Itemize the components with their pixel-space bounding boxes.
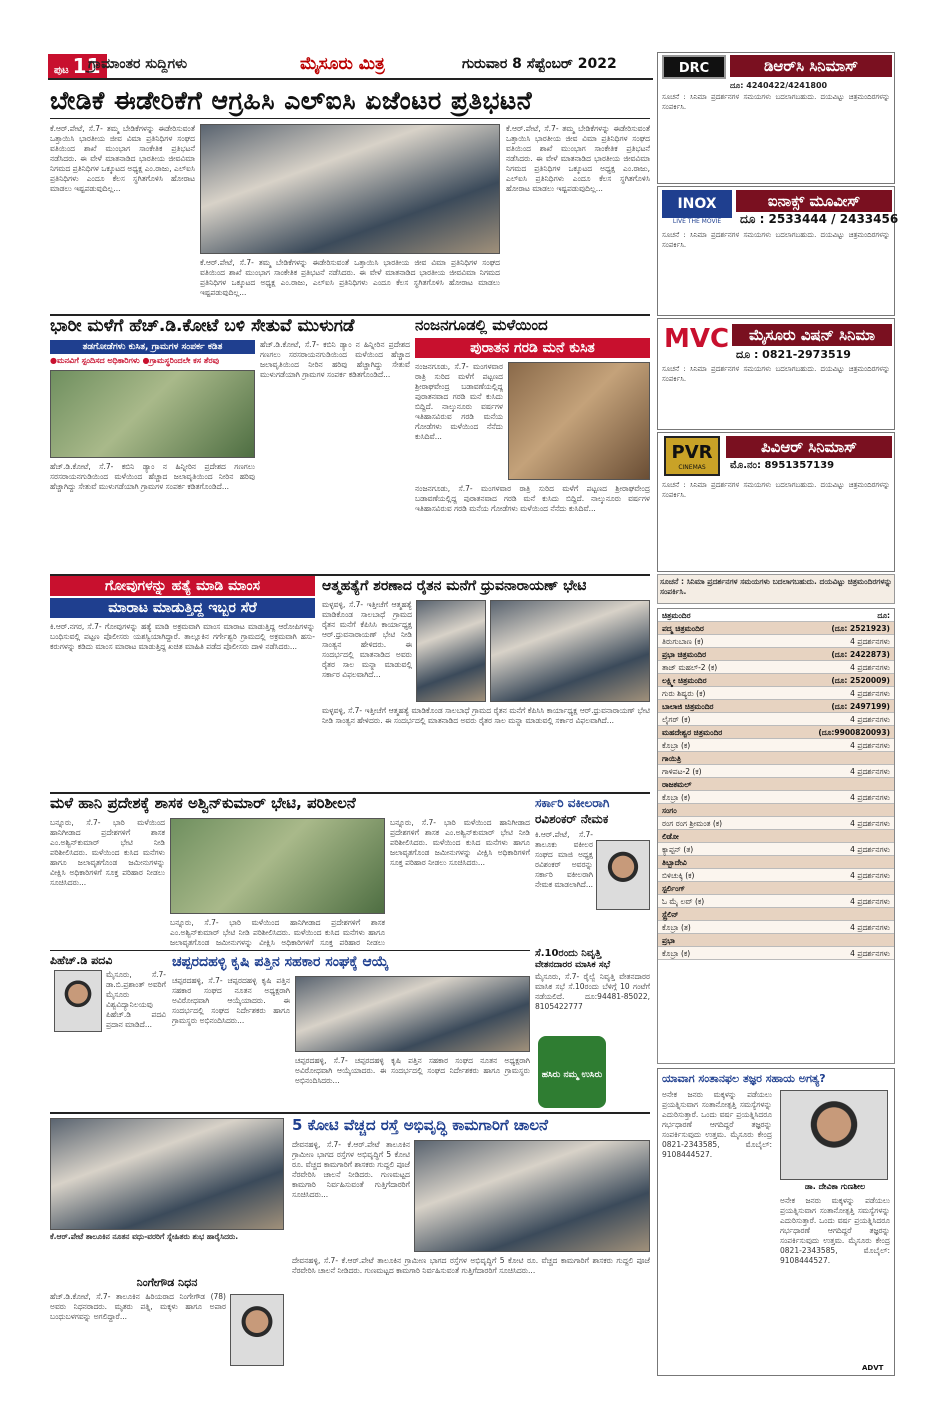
theatre-film-row bbox=[658, 817, 894, 830]
theatre-film: ಗುರು ಶಿಷ್ಯರು (ಕ) bbox=[662, 689, 706, 698]
theatre-phone: (ದೂ:9900820093) bbox=[818, 728, 890, 737]
theatre-phone: (ದೂ: 2497199) bbox=[831, 702, 890, 711]
theatre-film: ಕೊಬ್ರಾ (ಕ) bbox=[662, 741, 691, 750]
lawyer-headline: ಸರ್ಕಾರಿ ವಕೀಲರಾಗಿ bbox=[535, 796, 610, 810]
theatre-film-row bbox=[658, 791, 894, 804]
ivf-doctor-name: ಡಾ. ದೇವಿಕಾ ಗುಣಶೀಲ bbox=[804, 1182, 866, 1191]
mvc-phone: ದೂ : 0821-2973519 bbox=[736, 348, 851, 361]
obit-body: ಹೆಚ್.ಡಿ.ಕೋಟೆ, ಸೆ.7- ತಾಲೂಕಿನ ಹಿರಿಯರಾದ ನಿಂಗೇಗೌಡ (78) ಅವರು ನಿಧನರಾದರು. ಮೃತರು ಪತ್ನಿ, ಮಕ್ಕಳು ಹಾಗೂ ಅಪಾರ ಬಂಧುಬಳಗವನ್ನು ಅಗಲಿದ್ದಾರೆ... bbox=[50, 1292, 226, 1321]
pvr-name: ಪಿವಿಆರ್ ಸಿನಿಮಾಸ್ bbox=[726, 436, 892, 458]
ivf-body-a: ಅನೇಕ ಜನರು ಮಕ್ಕಳನ್ನು ಪಡೆಯಲು ಪ್ರಯತ್ನಿಸುವಾಗ ಸಂತಾನೋತ್ಪತ್ತಿ ಸಮಸ್ಯೆಗಳನ್ನು ಎದುರಿಸುತ್ತಾರೆ. ಒಂದು ವರ್ಷ ಪ್ರಯತ್ನಿಸಿದರೂ ಗರ್ಭಧಾರಣೆ ಆಗದಿದ್ದರೆ ತಜ್ಞರನ್ನು ಸಂಪರ್ಕಿಸುವುದು ಉತ್ತಮ. ಮೈಸೂರು ಕೇಂದ್ರ 0821-2343585, ಮೊಬೈಲ್: 9108444527. bbox=[662, 1090, 772, 1159]
theatre-name: ಸ್ಟರ್ಲಿಂಗ್ bbox=[662, 884, 685, 893]
theatre-name: ಪದ್ಮ ಚಿತ್ರಮಂದಿರ bbox=[662, 624, 704, 633]
lead-body-col1: ಕೆ.ಆರ್.ಪೇಟೆ, ಸೆ.7- ತಮ್ಮ ಬೇಡಿಕೆಗಳನ್ನು ಈಡೇರಿಸುವಂತೆ ಒತ್ತಾಯಿಸಿ ಭಾರತೀಯ ಜೀವ ವಿಮಾ ಪ್ರತಿನಿಧಿಗಳ ಸಂಘದ ವತಿಯಿಂದ ಶಾಖೆ ಮುಂಭಾಗ ಸಾಂಕೇತಿಕ ಪ್ರತಿಭಟನೆ ನಡೆಸಿದರು. ಈ ವೇಳೆ ಮಾತನಾಡಿದ ಭಾರತೀಯ ಜೀವವಿಮಾ ನಿಗಮದ ಪ್ರತಿನಿಧಿಗಳ ಒಕ್ಕೂಟದ ಅಧ್ಯಕ್ಷ ಎಂ.ರಾಜು, ಎಲ್‌ಐಸಿ ಪ್ರತಿನಿಧಿಗಳು ಎಂದೂ ಕೆಲಸ ಸ್ಥಗಿತಗೊಳಿಸಿ ಹೋರಾಟ ಮಾಡಲು ಇಷ್ಟಪಡುವುದಿಲ್ಲ... bbox=[50, 124, 195, 193]
masthead: ಮೈಸೂರು ಮಿತ್ರ bbox=[300, 54, 385, 74]
theatre-name-row bbox=[658, 908, 894, 921]
theatre-phone: (ದೂ: 2520009) bbox=[831, 676, 890, 685]
page-number-badge: ಪುಟ 11 bbox=[48, 54, 107, 78]
mla-headline: ಮಳೆ ಹಾನಿ ಪ್ರದೇಶಕ್ಕೆ ಶಾಸಕ ಅಶ್ವಿನ್‌ಕುಮಾರ್ ಭೇಟಿ, ಪರಿಶೀಲನೆ bbox=[50, 794, 356, 812]
theatre-name: ಪ್ರಭಾ ಚಿತ್ರಮಂದಿರ bbox=[662, 650, 707, 659]
theatre-name: ಬಾಲಾಜಿ ಚಿತ್ರಮಂದಿರ bbox=[662, 702, 714, 711]
beef-headline: ಗೋವುಗಳನ್ನು ಹತ್ಯೆ ಮಾಡಿ ಮಾಂಸ bbox=[50, 576, 315, 596]
theatre-film: ಕೊಬ್ರಾ (ತ) bbox=[662, 923, 691, 932]
theatre-name-row bbox=[658, 778, 894, 791]
inox-name: ಐನಾಕ್ಸ್ ಮೂವೀಸ್ bbox=[736, 190, 892, 212]
rain-photo bbox=[50, 370, 255, 458]
farmer-body-b: ಮಳ್ಳವಳ್ಳಿ, ಸೆ.7- ಇತ್ತೀಚೆಗೆ ಆತ್ಮಹತ್ಯೆ ಮಾಡಿಕೊಂಡ ಸಾಲಬಾಧೆ ಗ್ರಾಮದ ರೈತನ ಮನೆಗೆ ಕೆಪಿಸಿಸಿ ಕಾರ್ಯಾಧ್ಯಕ್ಷ ಆರ್.ಧ್ರುವನಾರಾಯಣ್ ಭೇಟಿ ನೀಡಿ ಸಾಂತ್ವನ ಹೇಳಿದರು. ಈ ಸಂದರ್ಭದಲ್ಲಿ ಮಾತನಾಡಿದ ಅವರು ರೈತರ ಸಾಲ ಮನ್ನಾ ಮಾಡುವಲ್ಲಿ ಸರ್ಕಾರ ವಿಫಲವಾಗಿದೆ... bbox=[322, 706, 650, 725]
theatre-film: ತಾಜ್ ಮಹಲ್-2 (ಕ) bbox=[662, 663, 718, 672]
nanjangud-body-a: ನಂಜನಗೂಡು, ಸೆ.7- ಮಂಗಳವಾರ ರಾತ್ರಿ ಸುರಿದ ಮಳೆಗೆ ಪಟ್ಟಣದ ಶ್ರೀರಾಘವೇಂದ್ರ ಬಡಾವಣೆಯಲ್ಲಿದ್ದ ಪುರಾತನವಾದ ಗರಡಿ ಮನೆ ಕುಸಿದು ಬಿದ್ದಿದೆ. ನಾಲ್ಕುನೂರು ವರ್ಷಗಳ ಇತಿಹಾಸವಿರುವ ಗರಡಿ ಮನೆಯ ಗೋಡೆಗಳು ಮಳೆಯಿಂದ ನೆನೆದು ಕುಸಿದಿವೆ... bbox=[415, 362, 503, 441]
theatre-film: ಕೊಬ್ರಾ (ಕ) bbox=[662, 949, 691, 958]
pvr-listings: ಸೂಚನೆ : ಸಿನಿಮಾ ಪ್ರದರ್ಶನಗಳ ಸಮಯಗಳು ಬದಲಾಗಬಹುದು. ದಯವಿಟ್ಟು ಚಿತ್ರಮಂದಿರಗಳನ್ನು ಸಂಪರ್ಕಿಸಿ. bbox=[662, 481, 890, 499]
road-headline: 5 ಕೋಟಿ ವೆಚ್ಚದ ರಸ್ತೆ ಅಭಿವೃದ್ಧಿ ಕಾಮಗಾರಿಗೆ ಚಾಲನೆ bbox=[292, 1116, 549, 1134]
lead-headline: ಬೇಡಿಕೆ ಈಡೇರಿಕೆಗೆ ಆಗ್ರಹಿಸಿ ಎಲ್‌ಐಸಿ ಏಜೆಂಟರ ಪ್ರತಿಭಟನೆ bbox=[50, 86, 533, 115]
cinema-note: ಸೂಚನೆ : ಸಿನಿಮಾ ಪ್ರದರ್ಶನಗಳ ಸಮಯಗಳು ಬದಲಾಗಬಹುದು. ದಯವಿಟ್ಟು ಚಿತ್ರಮಂದಿರಗಳನ್ನು ಸಂಪರ್ಕಿಸಿ. bbox=[657, 574, 895, 604]
theatre-name: ಸಂಗಂ bbox=[662, 806, 677, 815]
retire-body: ಮೈಸೂರು, ಸೆ.7- ರೈಲ್ವೆ ನಿವೃತ್ತಿ ವೇತನದಾರರ ಮಾಸಿಕ ಸಭೆ ಸೆ.10ರಂದು ಬೆಳಿಗ್ಗೆ 10 ಗಂಟೆಗೆ ನಡೆಯಲಿದೆ. ದೂ:94481-85022, 8105422777 bbox=[535, 972, 650, 1011]
lawyer-portrait bbox=[596, 840, 650, 910]
theatre-film-row bbox=[658, 687, 894, 700]
coop-photo bbox=[295, 976, 530, 1052]
phd-portrait bbox=[54, 970, 102, 1032]
theatre-name-row bbox=[658, 622, 894, 635]
rain-body-a: ಹೆಚ್.ಡಿ.ಕೋಟೆ, ಸೆ.7- ಕಬಿನಿ ಡ್ಯಾಂ ನ ಹಿನ್ನೀರಿನ ಪ್ರದೇಶದ ಗಣಗಲು ಸರಸರಾಯನಗುಡಿಯಿಂದ ಮಳೆಯಿಂದ ಹೆಚ್ಚಾದ ಜಲಾವೃತಿಯಿಂದ ನೀರಿನ ಹರಿವು ಹೆಚ್ಚಾಗಿದ್ದು ಸೇತುವೆ ಮುಳುಗಡೆಯಾಗಿ ಗ್ರಾಮಗಳ ಸಂಪರ್ಕ ಕಡಿತಗೊಂಡಿದೆ... bbox=[50, 462, 255, 491]
drc-phone: ದೂ: 4240422/4241800 bbox=[730, 81, 828, 90]
theatre-shows: 4 ಪ್ರದರ್ಶನಗಳು bbox=[850, 897, 890, 906]
inox-logo: INOX bbox=[662, 190, 732, 218]
mla-photo bbox=[170, 818, 385, 914]
retire-headline: ಸೆ.10ರಂದು ನಿವೃತ್ತಿ bbox=[535, 948, 602, 959]
nanjangud-headline: ನಂಜನಗೂಡಲ್ಲಿ ಮಳೆಯಿಂದ bbox=[415, 316, 548, 334]
ivf-doctor-photo bbox=[780, 1090, 888, 1180]
beef-body: ಕಿ.ಆರ್.ನಗರ, ಸೆ.7- ಗೋವುಗಳನ್ನು ಹತ್ಯೆ ಮಾಡಿ ಅಕ್ರಮವಾಗಿ ಮಾಂಸ ಮಾರಾಟ ಮಾಡುತ್ತಿದ್ದ ಆರೋಪಿಗಳನ್ನು ಬಂಧಿಸುವಲ್ಲಿ ಪಟ್ಟಣ ಪೊಲೀಸರು ಯಶಸ್ವಿಯಾಗಿದ್ದಾರೆ. ತಾಲ್ಲೂಕಿನ ಗರ್ಗೇಶ್ವರಿ ಗ್ರಾಮದಲ್ಲಿ ಅಕ್ರಮವಾಗಿ ಹಸು-ಕರುಗಳನ್ನು ಕಡಿದು ಮಾಂಸ ಮಾರಾಟ ಮಾಡುತ್ತಿದ್ದ ಖಚಿತ ಮಾಹಿತಿ ಪಡೆದ ಪೊಲೀಸರು ದಾಳಿ ನಡೆಸಿದರು... bbox=[50, 622, 315, 651]
theatre-name-row bbox=[658, 804, 894, 817]
mla-body-c: ಬನ್ನೂರು, ಸೆ.7- ಭಾರಿ ಮಳೆಯಿಂದ ಹಾನಿಗೀಡಾದ ಪ್ರದೇಶಗಳಿಗೆ ಶಾಸಕ ಎಂ.ಅಶ್ವಿನ್‌ಕುಮಾರ್ ಭೇಟಿ ನೀಡಿ ಪರಿಶೀಲಿಸಿದರು. ಮಳೆಯಿಂದ ಕುಸಿದ ಮನೆಗಳು ಹಾಗೂ ಜಲಾವೃತಗೊಂಡ ಜಮೀನುಗಳನ್ನು ವೀಕ್ಷಿಸಿ ಅಧಿಕಾರಿಗಳಿಗೆ ಸೂಕ್ತ ಪರಿಹಾರ ನೀಡಲು ಸೂಚಿಸಿದರು... bbox=[390, 818, 530, 867]
green-logo: ಹಸಿರು ನಮ್ಮ ಉಸಿರು bbox=[538, 1036, 606, 1108]
theatre-film-row bbox=[658, 895, 894, 908]
mvc-logo: MVC bbox=[664, 324, 730, 354]
rain-kicker: ತಡಗೋಡೆಗಳು ಕುಸಿತ, ಗ್ರಾಮಗಳ ಸಂಪರ್ಕ ಕಡಿತ bbox=[50, 340, 255, 354]
nanjangud-headline-2: ಪುರಾತನ ಗರಡಿ ಮನೆ ಕುಸಿತ bbox=[415, 338, 650, 358]
theatre-shows: 4 ಪ್ರದರ್ಶನಗಳು bbox=[850, 949, 890, 958]
theatre-film-row bbox=[658, 947, 894, 960]
drc-listings: ಸೂಚನೆ : ಸಿನಿಮಾ ಪ್ರದರ್ಶನಗಳ ಸಮಯಗಳು ಬದಲಾಗಬಹುದು. ದಯವಿಟ್ಟು ಚಿತ್ರಮಂದಿರಗಳನ್ನು ಸಂಪರ್ಕಿಸಿ. bbox=[662, 93, 890, 111]
mla-body-b: ಬನ್ನೂರು, ಸೆ.7- ಭಾರಿ ಮಳೆಯಿಂದ ಹಾನಿಗೀಡಾದ ಪ್ರದೇಶಗಳಿಗೆ ಶಾಸಕ ಎಂ.ಅಶ್ವಿನ್‌ಕುಮಾರ್ ಭೇಟಿ ನೀಡಿ ಪರಿಶೀಲಿಸಿದರು. ಮಳೆಯಿಂದ ಕುಸಿದ ಮನೆಗಳು ಹಾಗೂ ಜಲಾವೃತಗೊಂಡ ಜಮೀನುಗಳನ್ನು ವೀಕ್ಷಿಸಿ ಅಧಿಕಾರಿಗಳಿಗೆ ಸೂಕ್ತ ಪರಿಹಾರ ನೀಡಲು bbox=[170, 918, 385, 947]
theatre-name: ತಿಬ್ಬಾದೇವಿ bbox=[662, 858, 687, 867]
pvr-tagline: CINEMAS bbox=[678, 464, 706, 471]
road-body-a: ದೇವನಹಳ್ಳಿ, ಸೆ.7- ಕೆ.ಆರ್.ಪೇಟೆ ತಾಲೂಕಿನ ಗ್ರಾಮೀಣ ಭಾಗದ ರಸ್ತೆಗಳ ಅಭಿವೃದ್ಧಿಗೆ 5 ಕೋಟಿ ರೂ. ವೆಚ್ಚದ ಕಾಮಗಾರಿಗೆ ಶಾಸಕರು ಗುದ್ದಲಿ ಪೂಜೆ ನೆರವೇರಿಸಿ ಚಾಲನೆ ನೀಡಿದರು. ಗುಣಮಟ್ಟದ ಕಾಮಗಾರಿ ನಿರ್ವಹಿಸುವಂತೆ ಗುತ್ತಿಗೆದಾರರಿಗೆ ಸೂಚಿಸಿದರು... bbox=[292, 1140, 410, 1199]
lawyer-headline-2: ರವಿಶಂಕರ್ ನೇಮಕ bbox=[535, 812, 609, 826]
theatre-film-row bbox=[658, 843, 894, 856]
road-body-b: ದೇವನಹಳ್ಳಿ, ಸೆ.7- ಕೆ.ಆರ್.ಪೇಟೆ ತಾಲೂಕಿನ ಗ್ರಾಮೀಣ ಭಾಗದ ರಸ್ತೆಗಳ ಅಭಿವೃದ್ಧಿಗೆ 5 ಕೋಟಿ ರೂ. ವೆಚ್ಚದ ಕಾಮಗಾರಿಗೆ ಶಾಸಕರು ಗುದ್ದಲಿ ಪೂಜೆ ನೆರವೇರಿಸಿ ಚಾಲನೆ ನೀಡಿದರು. ಗುಣಮಟ್ಟದ ಕಾಮಗಾರಿ ನಿರ್ವಹಿಸುವಂತೆ ಗುತ್ತಿಗೆದಾರರಿಗೆ ಸೂಚಿಸಿದರು... bbox=[292, 1256, 650, 1275]
advt-label: ADVT bbox=[862, 1364, 884, 1372]
farmer-photo-1 bbox=[416, 600, 486, 702]
theatre-film-row bbox=[658, 713, 894, 726]
theatre-name-row bbox=[658, 700, 894, 713]
inox-listings: ಸೂಚನೆ : ಸಿನಿಮಾ ಪ್ರದರ್ಶನಗಳ ಸಮಯಗಳು ಬದಲಾಗಬಹುದು. ದಯವಿಟ್ಟು ಚಿತ್ರಮಂದಿರಗಳನ್ನು ಸಂಪರ್ಕಿಸಿ. bbox=[662, 231, 890, 249]
theatre-shows: 4 ಪ್ರದರ್ಶನಗಳು bbox=[850, 845, 890, 854]
theatre-name-row bbox=[658, 882, 894, 895]
lawyer-body: ಕಿ.ಆರ್.ಪೇಟೆ, ಸೆ.7- ತಾಲೂಕು ವಕೀಲರ ಸಂಘದ ಮಾಜಿ ಅಧ್ಯಕ್ಷ ರವಿಶಂಕರ್ ಅವರನ್ನು ಸರ್ಕಾರಿ ವಕೀಲರಾಗಿ ನೇಮಕ ಮಾಡಲಾಗಿದೆ... bbox=[535, 830, 593, 889]
drc-logo: DRC bbox=[662, 55, 726, 79]
theatre-film: ಕ್ಯಾಪ್ಟನ್ (ತ) bbox=[662, 845, 694, 854]
divider bbox=[50, 118, 650, 119]
theatre-film: ಬಿಳಿಚುಕ್ಕಿ (ಕ) bbox=[662, 871, 695, 880]
lead-body-col2: ಕೆ.ಆರ್.ಪೇಟೆ, ಸೆ.7- ತಮ್ಮ ಬೇಡಿಕೆಗಳನ್ನು ಈಡೇರಿಸುವಂತೆ ಒತ್ತಾಯಿಸಿ ಭಾರತೀಯ ಜೀವ ವಿಮಾ ಪ್ರತಿನಿಧಿಗಳ ಸಂಘದ ವತಿಯಿಂದ ಶಾಖೆ ಮುಂಭಾಗ ಸಾಂಕೇತಿಕ ಪ್ರತಿಭಟನೆ ನಡೆಸಿದರು. ಈ ವೇಳೆ ಮಾತನಾಡಿದ ಭಾರತೀಯ ಜೀವವಿಮಾ ನಿಗಮದ ಪ್ರತಿನಿಧಿಗಳ ಒಕ್ಕೂಟದ ಅಧ್ಯಕ್ಷ ಎಂ.ರಾಜು, ಎಲ್‌ಐಸಿ ಪ್ರತಿನಿಧಿಗಳು ಎಂದೂ ಕೆಲಸ ಸ್ಥಗಿತಗೊಳಿಸಿ ಹೋರಾಟ ಮಾಡಲು ಇಷ್ಟಪಡುವುದಿಲ್ಲ... bbox=[200, 258, 500, 297]
coop-body-b: ಚಪ್ಪರದಹಳ್ಳಿ, ಸೆ.7- ಚಪ್ಪರದಹಳ್ಳಿ ಕೃಷಿ ಪತ್ತಿನ ಸಹಕಾರ ಸಂಘದ ನೂತನ ಅಧ್ಯಕ್ಷರಾಗಿ ಅವಿರೋಧವಾಗಿ ಆಯ್ಕೆಯಾದರು. ಈ ಸಂದರ್ಭದಲ್ಲಿ ಸಂಘದ ನಿರ್ದೇಶಕರು ಹಾಗೂ ಗ್ರಾಮಸ್ಥರು ಅಭಿನಂದಿಸಿದರು... bbox=[295, 1056, 530, 1085]
ivf-headline: ಯಾವಾಗ ಸಂತಾನಫಲ ತಜ್ಞರ ಸಹಾಯ ಅಗತ್ಯ? bbox=[662, 1072, 826, 1085]
divider bbox=[50, 1112, 650, 1114]
theatre-film-row bbox=[658, 661, 894, 674]
theatre-rows bbox=[658, 622, 894, 960]
inox-tagline: LIVE THE MOVIE bbox=[672, 218, 722, 225]
theatre-film-row bbox=[658, 869, 894, 882]
theatre-shows: 4 ಪ್ರದರ್ಶನಗಳು bbox=[850, 923, 890, 932]
theatre-name-row bbox=[658, 830, 894, 843]
obit-headline: ನಿಂಗೇಗೌಡ ನಿಧನ bbox=[136, 1276, 198, 1289]
wedding-caption: ಕೆ.ಆರ್.ಪೇಟೆ ತಾಲೂಕಿನ ನೂತನ ವಧು-ವರರಿಗೆ ಸ್ನೇಹಿತರು ಶುಭ ಹಾರೈಸಿದರು. bbox=[50, 1232, 239, 1241]
theatre-name: ರಾಜಕಮಲ್ bbox=[662, 780, 692, 789]
divider bbox=[50, 950, 530, 951]
obit-portrait bbox=[230, 1294, 284, 1366]
theatre-phone: (ದೂ: 2521923) bbox=[831, 624, 890, 633]
theatre-film: ರಂಗ ರಂಗ ಶ್ರೀಮಂತ (ಕ) bbox=[662, 819, 723, 828]
theatre-name: ಸ್ಟ್ರೆಲಿನ್ bbox=[662, 910, 679, 919]
pvr-logo: PVR bbox=[664, 436, 720, 476]
theatre-film: ಲೈಗರ್ (ಕ) bbox=[662, 715, 691, 724]
theatre-listings bbox=[657, 608, 895, 1064]
theatre-shows: 4 ಪ್ರದರ್ಶನಗಳು bbox=[850, 767, 890, 776]
theatre-name: ಪ್ರಭಾ bbox=[662, 936, 675, 945]
theatre-shows: 4 ಪ್ರದರ್ಶನಗಳು bbox=[850, 689, 890, 698]
theatre-shows: 4 ಪ್ರದರ್ಶನಗಳು bbox=[850, 637, 890, 646]
lead-photo bbox=[200, 124, 500, 254]
theatre-shows: 4 ಪ್ರದರ್ಶನಗಳು bbox=[850, 793, 890, 802]
theatre-name-row bbox=[658, 674, 894, 687]
nanjangud-body-b: ನಂಜನಗೂಡು, ಸೆ.7- ಮಂಗಳವಾರ ರಾತ್ರಿ ಸುರಿದ ಮಳೆಗೆ ಪಟ್ಟಣದ ಶ್ರೀರಾಘವೇಂದ್ರ ಬಡಾವಣೆಯಲ್ಲಿದ್ದ ಪುರಾತನವಾದ ಗರಡಿ ಮನೆ ಕುಸಿದು ಬಿದ್ದಿದೆ. ನಾಲ್ಕುನೂರು ವರ್ಷಗಳ ಇತಿಹಾಸವಿರುವ ಗರಡಿ ಮನೆಯ ಗೋಡೆಗಳು ಮಳೆಯಿಂದ ನೆನೆದು ಕುಸಿದಿವೆ... bbox=[415, 484, 650, 513]
ivf-body-b: ಅನೇಕ ಜನರು ಮಕ್ಕಳನ್ನು ಪಡೆಯಲು ಪ್ರಯತ್ನಿಸುವಾಗ ಸಂತಾನೋತ್ಪತ್ತಿ ಸಮಸ್ಯೆಗಳನ್ನು ಎದುರಿಸುತ್ತಾರೆ. ಒಂದು ವರ್ಷ ಪ್ರಯತ್ನಿಸಿದರೂ ಗರ್ಭಧಾರಣೆ ಆಗದಿದ್ದರೆ ತಜ್ಞರನ್ನು ಸಂಪರ್ಕಿಸುವುದು ಉತ್ತಮ. ಮೈಸೂರು ಕೇಂದ್ರ 0821-2343585, ಮೊಬೈಲ್: 9108444527. bbox=[780, 1196, 890, 1265]
theatre-film: ಓ ಮೈ ಲವ್ (ಕ) bbox=[662, 897, 705, 906]
coop-headline: ಚಪ್ಪರದಹಳ್ಳಿ ಕೃಷಿ ಪತ್ತಿನ ಸಹಕಾರ ಸಂಘಕ್ಕೆ ಆಯ್ಕೆ bbox=[172, 954, 389, 970]
drc-name: ಡಿಆರ್‌ಸಿ ಸಿನಿಮಾಸ್ bbox=[730, 55, 892, 77]
nanjangud-photo bbox=[508, 362, 650, 480]
theatre-name-row bbox=[658, 934, 894, 947]
rain-subhead: ●ಮನವಿಗೆ ಸ್ಪಂದಿಸದ ಅಧಿಕಾರಿಗಳು ●ಗ್ರಾಮಸ್ಥರಿಂದಲೇ ಕಸ ತೆರವು bbox=[50, 356, 220, 365]
theatre-name-row bbox=[658, 752, 894, 765]
theatre-name: ಲಿಡೋ bbox=[662, 832, 679, 841]
theatre-name-row bbox=[658, 856, 894, 869]
mvc-listings: ಸೂಚನೆ : ಸಿನಿಮಾ ಪ್ರದರ್ಶನಗಳ ಸಮಯಗಳು ಬದಲಾಗಬಹುದು. ದಯವಿಟ್ಟು ಚಿತ್ರಮಂದಿರಗಳನ್ನು ಸಂಪರ್ಕಿಸಿ. bbox=[662, 365, 890, 383]
theatre-name: ಮಹದೇಶ್ವರ ಚಿತ್ರಮಂದಿರ bbox=[662, 728, 723, 737]
theatre-film-row bbox=[658, 635, 894, 648]
inox-phone: ದೂ : 2533444 / 2433456 bbox=[740, 212, 899, 226]
theatre-name: ಲಕ್ಷ್ಮೀ ಚಿತ್ರಮಂದಿರ bbox=[662, 676, 707, 685]
theatre-film-row bbox=[658, 765, 894, 778]
listings-header: ಚಿತ್ರಮಂದಿರ ದೂ: bbox=[658, 609, 894, 622]
mla-body-a: ಬನ್ನೂರು, ಸೆ.7- ಭಾರಿ ಮಳೆಯಿಂದ ಹಾನಿಗೀಡಾದ ಪ್ರದೇಶಗಳಿಗೆ ಶಾಸಕ ಎಂ.ಅಶ್ವಿನ್‌ಕುಮಾರ್ ಭೇಟಿ ನೀಡಿ ಪರಿಶೀಲಿಸಿದರು. ಮಳೆಯಿಂದ ಕುಸಿದ ಮನೆಗಳು ಹಾಗೂ ಜಲಾವೃತಗೊಂಡ ಜಮೀನುಗಳನ್ನು ವೀಕ್ಷಿಸಿ ಅಧಿಕಾರಿಗಳಿಗೆ ಸೂಕ್ತ ಪರಿಹಾರ ನೀಡಲು ಸೂಚಿಸಿದರು... bbox=[50, 818, 165, 887]
theatre-shows: 4 ಪ್ರದರ್ಶನಗಳು bbox=[850, 819, 890, 828]
theatre-film: ಗಾಳಿಪಟ-2 (ಕ) bbox=[662, 767, 702, 776]
theatre-shows: 4 ಪ್ರದರ್ಶನಗಳು bbox=[850, 715, 890, 724]
phd-headline: ಪಿಹೆಚ್.ಡಿ ಪದವಿ bbox=[50, 954, 113, 967]
farmer-photo-2 bbox=[490, 600, 650, 702]
theatre-name-row bbox=[658, 726, 894, 739]
phd-body: ಮೈಸೂರು, ಸೆ.7- ಡಾ.ಬಿ.ಪ್ರಶಾಂತ್ ಅವರಿಗೆ ಮೈಸೂರು ವಿಶ್ವವಿದ್ಯಾನಿಲಯವು ಪಿಹೆಚ್.ಡಿ ಪದವಿ ಪ್ರದಾನ ಮಾಡಿದೆ... bbox=[106, 970, 166, 1029]
wedding-photo bbox=[50, 1118, 284, 1230]
theatre-phone: (ದೂ: 2422873) bbox=[831, 650, 890, 659]
theatre-shows: 4 ಪ್ರದರ್ಶನಗಳು bbox=[850, 741, 890, 750]
theatre-film: ತಿರುಗುಬಾಣ (ಕ) bbox=[662, 637, 704, 646]
theatre-shows: 4 ಪ್ರದರ್ಶನಗಳು bbox=[850, 663, 890, 672]
retire-headline-2: ವೇತನದಾರರ ಮಾಸಿಕ ಸಭೆ bbox=[535, 960, 611, 970]
dateline: ಗುರುವಾರ 8 ಸೆಪ್ಟೆಂಬರ್ 2022 bbox=[462, 56, 617, 72]
theatre-film-row bbox=[658, 739, 894, 752]
beef-headline-2: ಮಾರಾಟ ಮಾಡುತ್ತಿದ್ದ ಇಬ್ಬರ ಸೆರೆ bbox=[50, 598, 315, 618]
rain-headline: ಭಾರೀ ಮಳೆಗೆ ಹೆಚ್.ಡಿ.ಕೋಟೆ ಬಳಿ ಸೇತುವೆ ಮುಳುಗಡೆ bbox=[50, 316, 355, 336]
theatre-shows: 4 ಪ್ರದರ್ಶನಗಳು bbox=[850, 871, 890, 880]
farmer-headline: ಆತ್ಮಹತ್ಯೆಗೆ ಶರಣಾದ ರೈತನ ಮನೆಗೆ ಧ್ರುವನಾರಾಯಣ್ ಭೇಟಿ bbox=[322, 578, 587, 594]
coop-body-a: ಚಪ್ಪರದಹಳ್ಳಿ, ಸೆ.7- ಚಪ್ಪರದಹಳ್ಳಿ ಕೃಷಿ ಪತ್ತಿನ ಸಹಕಾರ ಸಂಘದ ನೂತನ ಅಧ್ಯಕ್ಷರಾಗಿ ಅವಿರೋಧವಾಗಿ ಆಯ್ಕೆಯಾದರು. ಈ ಸಂದರ್ಭದಲ್ಲಿ ಸಂಘದ ನಿರ್ದೇಶಕರು ಹಾಗೂ ಗ್ರಾಮಸ್ಥರು ಅಭಿನಂದಿಸಿದರು... bbox=[172, 976, 290, 1025]
theatre-name-row bbox=[658, 648, 894, 661]
pvr-phone: ಮೊ.ನಂ: 8951357139 bbox=[730, 460, 835, 471]
rain-body-b: ಹೆಚ್.ಡಿ.ಕೋಟೆ, ಸೆ.7- ಕಬಿನಿ ಡ್ಯಾಂ ನ ಹಿನ್ನೀರಿನ ಪ್ರದೇಶದ ಗಣಗಲು ಸರಸರಾಯನಗುಡಿಯಿಂದ ಮಳೆಯಿಂದ ಹೆಚ್ಚಾದ ಜಲಾವೃತಿಯಿಂದ ನೀರಿನ ಹರಿವು ಹೆಚ್ಚಾಗಿದ್ದು ಸೇತುವೆ ಮುಳುಗಡೆಯಾಗಿ ಗ್ರಾಮಗಳ ಸಂಪರ್ಕ ಕಡಿತಗೊಂಡಿದೆ... bbox=[260, 340, 410, 379]
theatre-film: ಕೊಬ್ರಾ (ಕ) bbox=[662, 793, 691, 802]
farmer-body-a: ಮಳ್ಳವಳ್ಳಿ, ಸೆ.7- ಇತ್ತೀಚೆಗೆ ಆತ್ಮಹತ್ಯೆ ಮಾಡಿಕೊಂಡ ಸಾಲಬಾಧೆ ಗ್ರಾಮದ ರೈತನ ಮನೆಗೆ ಕೆಪಿಸಿಸಿ ಕಾರ್ಯಾಧ್ಯಕ್ಷ ಆರ್.ಧ್ರುವನಾರಾಯಣ್ ಭೇಟಿ ನೀಡಿ ಸಾಂತ್ವನ ಹೇಳಿದರು. ಈ ಸಂದರ್ಭದಲ್ಲಿ ಮಾತನಾಡಿದ ಅವರು ರೈತರ ಸಾಲ ಮನ್ನಾ ಮಾಡುವಲ್ಲಿ ಸರ್ಕಾರ ವಿಫಲವಾಗಿದೆ... bbox=[322, 600, 412, 679]
theatre-name: ಗಾಯಿತ್ರಿ bbox=[662, 754, 682, 763]
road-photo bbox=[414, 1140, 650, 1252]
lead-body-col3: ಕೆ.ಆರ್.ಪೇಟೆ, ಸೆ.7- ತಮ್ಮ ಬೇಡಿಕೆಗಳನ್ನು ಈಡೇರಿಸುವಂತೆ ಒತ್ತಾಯಿಸಿ ಭಾರತೀಯ ಜೀವ ವಿಮಾ ಪ್ರತಿನಿಧಿಗಳ ಸಂಘದ ವತಿಯಿಂದ ಶಾಖೆ ಮುಂಭಾಗ ಸಾಂಕೇತಿಕ ಪ್ರತಿಭಟನೆ ನಡೆಸಿದರು. ಈ ವೇಳೆ ಮಾತನಾಡಿದ ಭಾರತೀಯ ಜೀವವಿಮಾ ನಿಗಮದ ಪ್ರತಿನಿಧಿಗಳ ಒಕ್ಕೂಟದ ಅಧ್ಯಕ್ಷ ಎಂ.ರಾಜು, ಎಲ್‌ಐಸಿ ಪ್ರತಿನಿಧಿಗಳು ಎಂದೂ ಕೆಲಸ ಸ್ಥಗಿತಗೊಳಿಸಿ ಹೋರಾಟ ಮಾಡಲು ಇಷ್ಟಪಡುವುದಿಲ್ಲ... bbox=[506, 124, 650, 193]
theatre-film-row bbox=[658, 921, 894, 934]
mvc-name: ಮೈಸೂರು ವಿಷನ್ ಸಿನಿಮಾ bbox=[732, 324, 892, 346]
section-title: ಗ್ರಾಮಾಂತರ ಸುದ್ದಿಗಳು bbox=[88, 56, 188, 72]
